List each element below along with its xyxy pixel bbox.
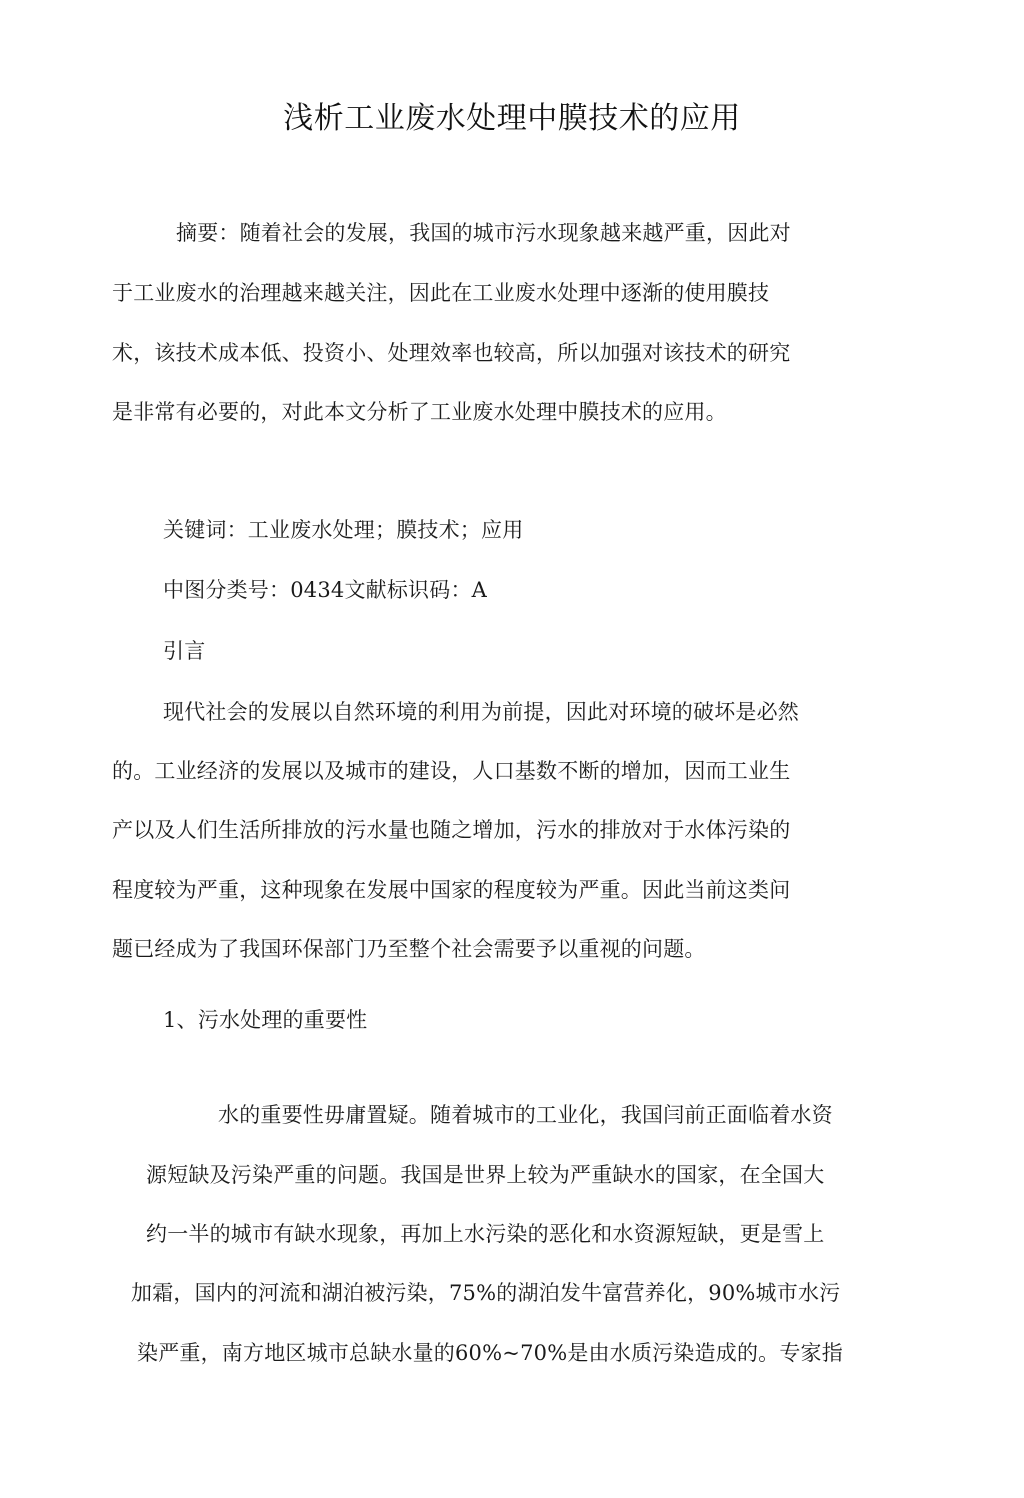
document-title: 浅析工业废水处理中膜技术的应用 [283,101,741,136]
classification-line: 中图分类号：0434文献标识码：A [163,578,488,602]
section1-line-4: 加霜，国内的河流和湖泊被污染，75%的湖泊发牛富营养化，90%城市水污 [131,1281,841,1305]
intro-heading: 引言 [163,639,206,663]
section1-line-3: 约一半的城市有缺水现象，再加上水污染的恶化和水资源短缺，更是雪上 [146,1222,825,1246]
section1-heading: 1、污水处理的重要性 [163,1008,368,1032]
keywords-line: 关键词：工业废水处理；膜技术；应用 [163,518,524,542]
abstract-line-2: 于工业废水的治理越来越关注，因此在工业废水处理中逐渐的使用膜技 [112,281,770,305]
section1-line-5: 染严重，南方地区城市总缺水量的60%~70%是由水质污染造成的。专家指 [137,1341,843,1365]
intro-line-3: 产以及人们生活所排放的污水量也随之增加，污水的排放对于水体污染的 [112,818,791,842]
intro-line-4: 程度较为严重，这种现象在发展中国家的程度较为严重。因此当前这类问 [112,878,791,902]
abstract-line-3: 术，该技术成本低、投资小、处理效率也较高，所以加强对该技术的研究 [112,341,791,365]
intro-line-2: 的。工业经济的发展以及城市的建设，人口基数不断的增加，因而工业生 [112,759,791,783]
section1-line-2: 源短缺及污染严重的问题。我国是世界上较为严重缺水的国家，在全国大 [146,1163,825,1187]
intro-line-1: 现代社会的发展以自然环境的利用为前提，因此对环境的破坏是必然 [163,700,799,724]
section1-line-1: 水的重要性毋庸置疑。随着城市的工业化，我国闫前正面临着水资 [218,1103,833,1127]
abstract-line-1: 摘要：随着社会的发展，我国的城市污水现象越来越严重，因此对 [176,221,791,245]
abstract-line-4: 是非常有必要的，对此本文分析了工业废水处理中膜技术的应用。 [112,400,727,424]
intro-line-5: 题已经成为了我国环保部门乃至整个社会需要予以重视的问题。 [112,937,706,961]
